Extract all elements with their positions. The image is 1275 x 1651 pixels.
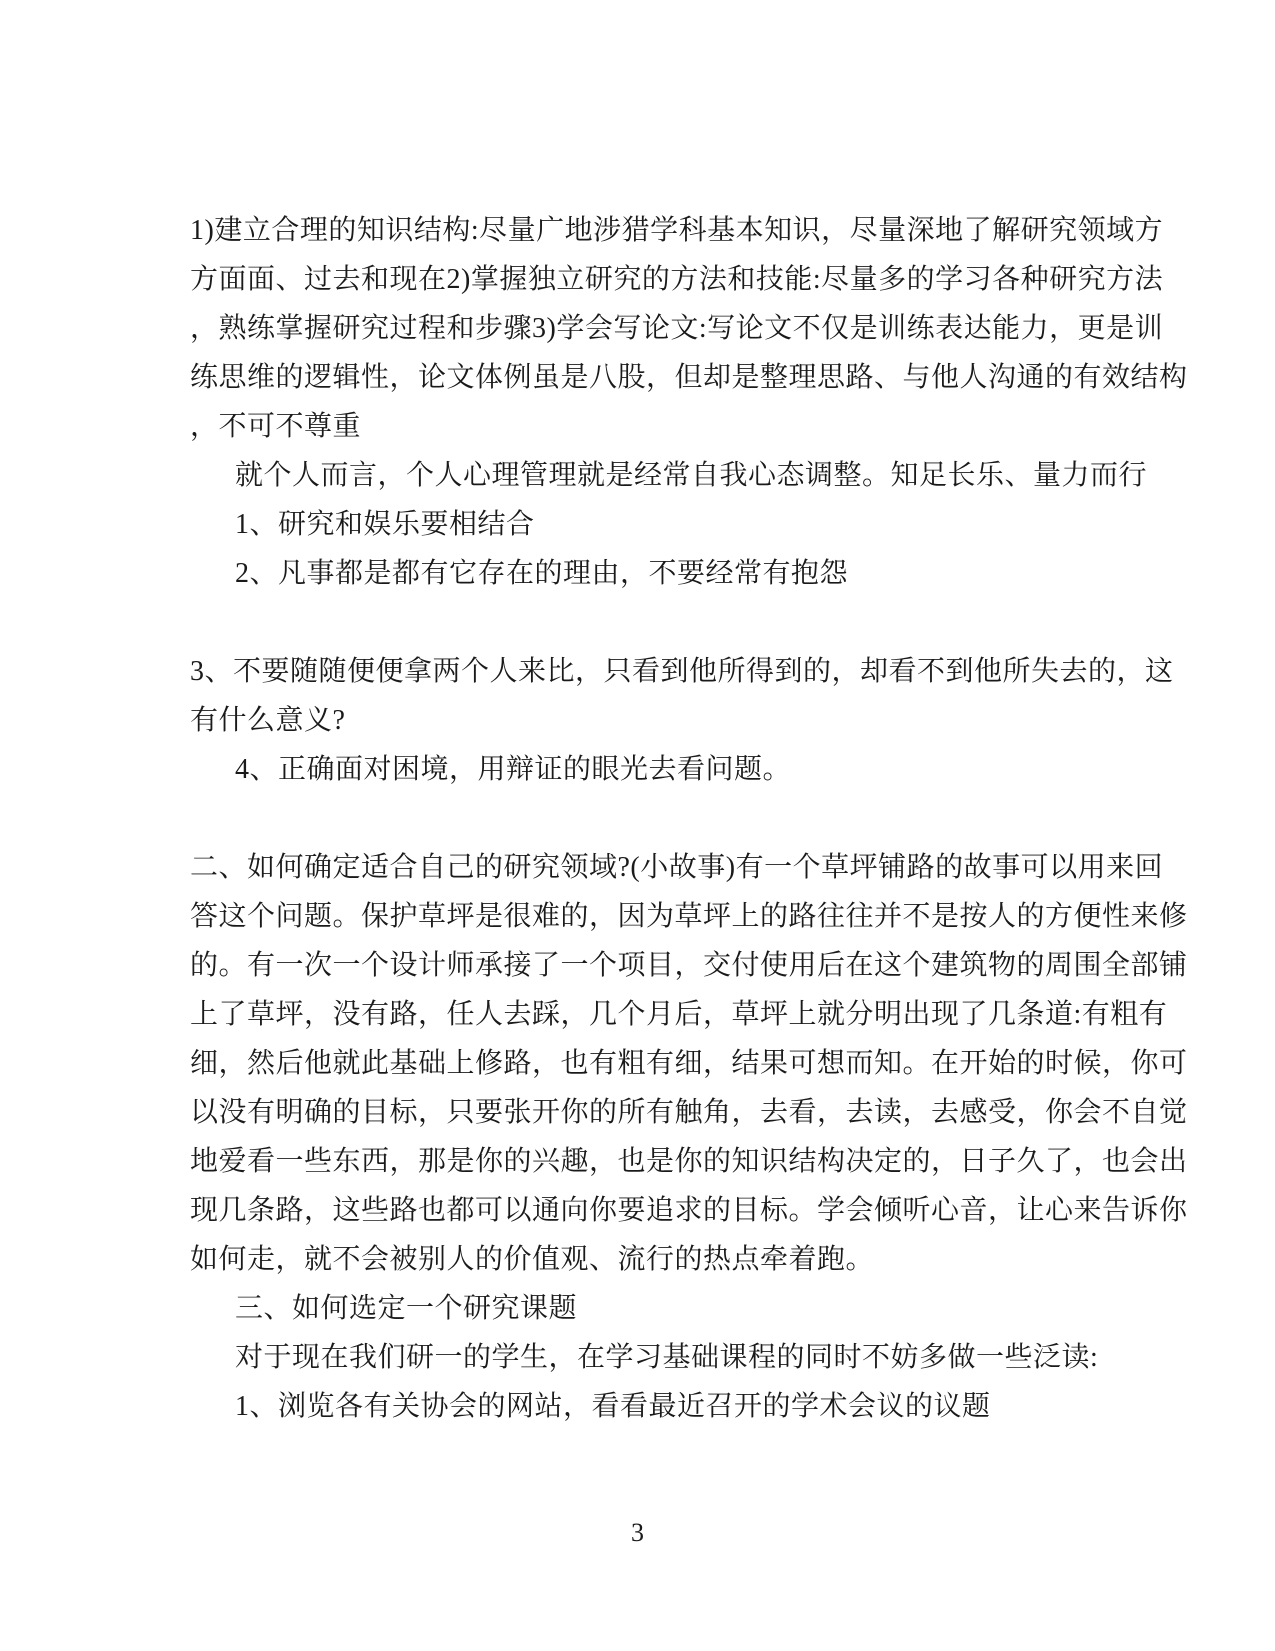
text-line: 方面面、过去和现在2)掌握独立研究的方法和技能:尽量多的学习各种研究方法	[190, 264, 1164, 295]
page-number: 3	[631, 1518, 644, 1547]
text-line: 对于现在我们研一的学生，在学习基础课程的同时不妨多做一些泛读:	[235, 1342, 1099, 1373]
text-line: 三、如何选定一个研究课题	[235, 1293, 578, 1324]
text-line: 1、浏览各有关协会的网站，看看最近召开的学术会议的议题	[235, 1391, 991, 1422]
blank-line	[190, 598, 1200, 647]
text-line: 练思维的逻辑性，论文体例虽是八股，但却是整理思路、与他人沟通的有效结构	[190, 362, 1188, 393]
text-line: 3、不要随随便便拿两个人来比，只看到他所得到的，却看不到他所失去的，这	[190, 656, 1174, 687]
text-line: 4、正确面对困境，用辩证的眼光去看问题。	[235, 754, 792, 785]
text-line: 就个人而言，个人心理管理就是经常自我心态调整。知足长乐、量力而行	[235, 460, 1148, 491]
text-line: 1)建立合理的知识结构:尽量广地涉猎学科基本知识，尽量深地了解研究领域方	[190, 215, 1164, 246]
text-line: 地爱看一些东西，那是你的兴趣，也是你的知识结构决定的，日子久了，也会出	[190, 1146, 1188, 1177]
text-line: 答这个问题。保护草坪是很难的，因为草坪上的路往往并不是按人的方便性来修	[190, 901, 1188, 932]
text-line: 上了草坪，没有路，任人去踩，几个月后，草坪上就分明出现了几条道:有粗有	[190, 999, 1168, 1030]
text-line: 2、凡事都是都有它存在的理由，不要经常有抱怨	[235, 558, 849, 589]
text-line: ，熟练掌握研究过程和步骤3)学会写论文:写论文不仅是训练表达能力，更是训	[190, 313, 1164, 344]
text-line: 有什么意义?	[190, 705, 346, 736]
text-line: ，不可不尊重	[190, 411, 362, 442]
blank-line	[190, 794, 1200, 843]
text-line: 如何走，就不会被别人的价值观、流行的热点牵着跑。	[190, 1244, 875, 1275]
text-line: 1、研究和娱乐要相结合	[235, 509, 535, 540]
text-line: 的。有一次一个设计师承接了一个项目，交付使用后在这个建筑物的周围全部铺	[190, 950, 1188, 981]
text-block	[190, 206, 1200, 1431]
text-line: 以没有明确的目标，只要张开你的所有触角，去看，去读，去感受，你会不自觉	[190, 1097, 1188, 1128]
text-line: 二、如何确定适合自己的研究领域?(小故事)有一个草坪铺路的故事可以用来回	[190, 852, 1164, 883]
text-line: 现几条路，这些路也都可以通向你要追求的目标。学会倾听心音，让心来告诉你	[190, 1195, 1188, 1226]
text-line: 细，然后他就此基础上修路，也有粗有细，结果可想而知。在开始的时候，你可	[190, 1048, 1188, 1079]
